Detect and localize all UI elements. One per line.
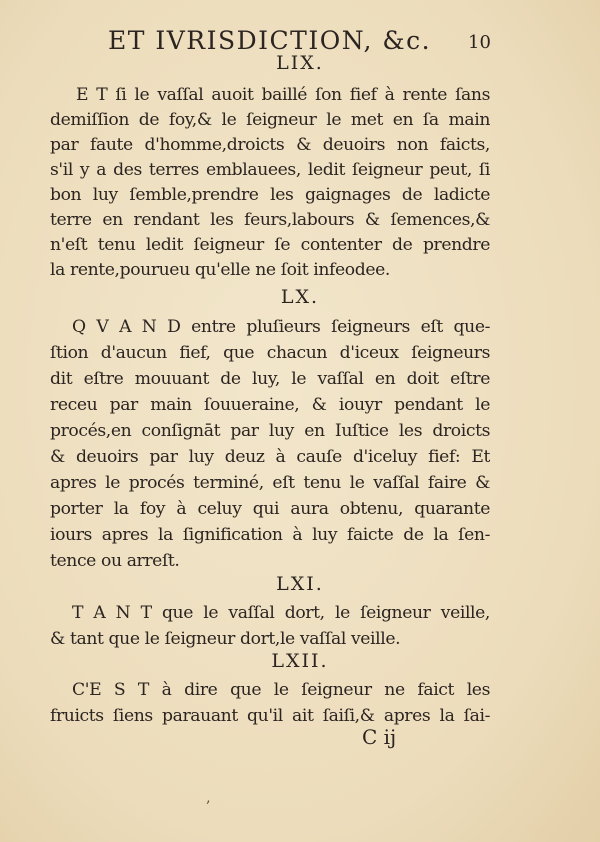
article-heading: LX. [280, 286, 320, 308]
text-line: par faute d'homme,droicts & deuoirs non faicts, [50, 135, 490, 155]
text-line: iours apres la ſignification à luy faicte de la ſen- [50, 525, 490, 545]
text-line: C'E S T à dire que le ſeigneur ne faict les [72, 680, 490, 700]
text-line: T A N T que le vaſſal dort, le ſeigneur veille, [72, 603, 490, 623]
text-line: E T ſi le vaſſal auoit baillé ſon fief à rente ſans [76, 85, 490, 105]
text-line: bon luy ſemble,prendre les gaignages de ladicte [50, 185, 490, 205]
text-line: tence ou arreſt. [50, 551, 180, 571]
text-line: dit eſtre mouuant de luy, le vaſſal en doit eſtre [50, 369, 490, 389]
article-heading: LIX. [276, 52, 324, 74]
article-heading: LXI. [276, 573, 324, 595]
text-line: porter la foy à celuy qui aura obtenu, quarante [50, 499, 490, 519]
text-line: s'il y a des terres emblauees, ledit ſeigneur peut, ſi [50, 160, 490, 180]
text-line: Q V A N D entre pluſieurs ſeigneurs eſt que- [72, 317, 490, 337]
text-line: & deuoirs par luy deuz à cauſe d'iceluy fief: Et [50, 447, 490, 467]
text-line: procés,en conſignāt par luy en Iuſtice les droicts [50, 421, 490, 441]
text-line: demiſſion de foy,& le ſeigneur le met en ſa main [50, 110, 490, 130]
page-number: 10 [468, 32, 491, 53]
text-line: apres le procés terminé, eſt tenu le vaſſal faire & [50, 473, 490, 493]
ink-speck: ‚ [206, 790, 211, 806]
text-line: terre en rendant les feurs,labours & ſemences,& [50, 210, 490, 230]
article-heading: LXII. [271, 650, 329, 672]
text-line: & tant que le ſeigneur dort,le vaſſal veille. [50, 629, 401, 649]
text-line: n'eſt tenu ledit ſeigneur ſe contenter de prendre [50, 235, 490, 255]
text-line: receu par main ſouueraine, & iouyr pendant le [50, 395, 490, 415]
text-line: la rente,pourueu qu'elle ne ſoit infeodee. [50, 260, 390, 280]
running-title: ET IVRISDICTION, &c. [108, 26, 432, 55]
text-line: ſtion d'aucun fief, que chacun d'iceux ſeigneurs [50, 343, 490, 363]
text-line: fruicts ſiens parauant qu'il ait ſaiſi,& apres la ſai- [50, 706, 490, 726]
signature-mark: C ij [362, 725, 397, 749]
